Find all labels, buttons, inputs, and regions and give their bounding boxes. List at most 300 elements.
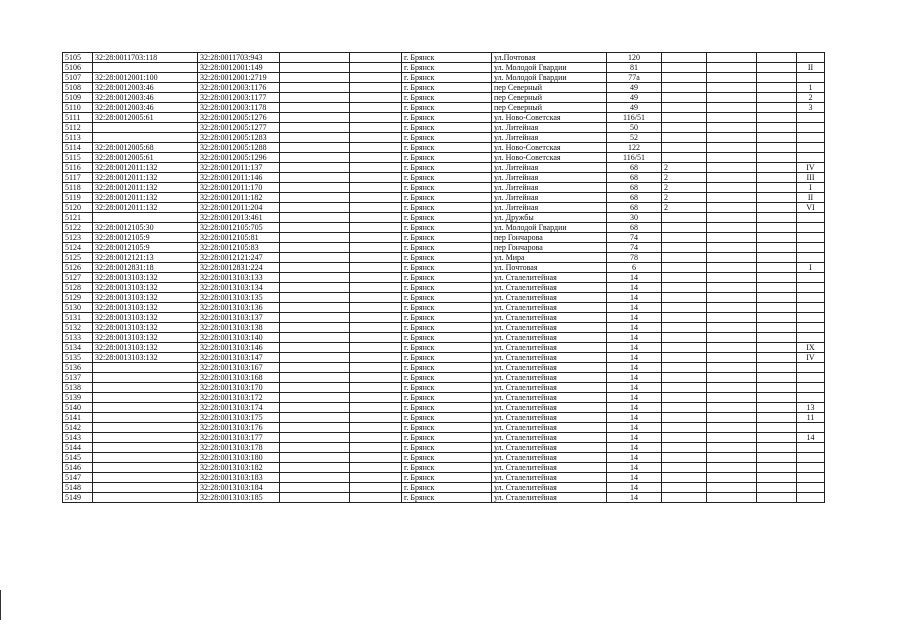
empty-cell (757, 253, 797, 263)
premises-number: I (797, 263, 825, 273)
street: ул. Сталелитейная (492, 283, 607, 293)
empty-cell (280, 253, 350, 263)
empty-cell (350, 413, 402, 423)
house-number: 14 (607, 343, 662, 353)
table-row (63, 233, 825, 243)
land-cadastral-number: 32:28:0012005:61 (93, 153, 198, 163)
empty-cell (350, 363, 402, 373)
empty-cell (707, 163, 757, 173)
object-cadastral-number: 32:28:0013103:133 (198, 273, 280, 283)
building-number (662, 493, 707, 503)
empty-cell (757, 283, 797, 293)
land-cadastral-number: 32:28:0012011:132 (93, 173, 198, 183)
empty-cell (280, 83, 350, 93)
empty-cell (757, 133, 797, 143)
premises-number (797, 223, 825, 233)
empty-cell (707, 123, 757, 133)
empty-cell (350, 53, 402, 63)
land-cadastral-number: 32:28:0012011:132 (93, 193, 198, 203)
house-number: 14 (607, 353, 662, 363)
empty-cell (707, 333, 757, 343)
premises-number (797, 53, 825, 63)
land-cadastral-number (93, 393, 198, 403)
table-row (63, 323, 825, 333)
premises-number: 11 (797, 413, 825, 423)
house-number: 14 (607, 453, 662, 463)
house-number: 14 (607, 463, 662, 473)
building-number (662, 243, 707, 253)
city: г. Брянск (402, 393, 492, 403)
record-number: 5149 (63, 493, 93, 503)
empty-cell (707, 443, 757, 453)
object-cadastral-number: 32:28:0012011:182 (198, 193, 280, 203)
empty-cell (707, 273, 757, 283)
empty-cell (757, 493, 797, 503)
empty-cell (707, 153, 757, 163)
record-number: 5116 (63, 163, 93, 173)
premises-number (797, 123, 825, 133)
empty-cell (707, 103, 757, 113)
empty-cell (757, 93, 797, 103)
land-cadastral-number: 32:28:0013103:132 (93, 303, 198, 313)
object-cadastral-number: 32:28:0013103:183 (198, 473, 280, 483)
record-number: 5120 (63, 203, 93, 213)
street: ул. Ново-Советская (492, 113, 607, 123)
premises-number (797, 473, 825, 483)
empty-cell (757, 233, 797, 243)
table-row (63, 493, 825, 503)
land-cadastral-number: 32:28:0012005:61 (93, 113, 198, 123)
empty-cell (350, 373, 402, 383)
premises-number (797, 153, 825, 163)
empty-cell (707, 363, 757, 373)
street: ул. Ново-Советская (492, 153, 607, 163)
empty-cell (757, 313, 797, 323)
object-cadastral-number: 32:28:0012011:146 (198, 173, 280, 183)
street: ул. Литейная (492, 123, 607, 133)
city: г. Брянск (402, 183, 492, 193)
table-row (63, 313, 825, 323)
empty-cell (280, 363, 350, 373)
object-cadastral-number: 32:28:0013103:176 (198, 423, 280, 433)
object-cadastral-number: 32:28:0012005:1288 (198, 143, 280, 153)
building-number (662, 383, 707, 393)
building-number (662, 83, 707, 93)
street: ул. Сталелитейная (492, 483, 607, 493)
building-number (662, 433, 707, 443)
house-number: 14 (607, 373, 662, 383)
street: ул. Литейная (492, 203, 607, 213)
premises-number: 13 (797, 403, 825, 413)
empty-cell (280, 403, 350, 413)
record-number: 5132 (63, 323, 93, 333)
city: г. Брянск (402, 143, 492, 153)
street: ул. Сталелитейная (492, 323, 607, 333)
table-row (63, 433, 825, 443)
empty-cell (707, 343, 757, 353)
table-row (63, 73, 825, 83)
street: ул. Сталелитейная (492, 393, 607, 403)
empty-cell (280, 413, 350, 423)
land-cadastral-number: 32:28:0013103:132 (93, 273, 198, 283)
empty-cell (350, 263, 402, 273)
house-number: 116/51 (607, 113, 662, 123)
premises-number (797, 323, 825, 333)
empty-cell (280, 273, 350, 283)
empty-cell (757, 273, 797, 283)
house-number: 68 (607, 163, 662, 173)
object-cadastral-number: 32:28:0013103:167 (198, 363, 280, 373)
table-row (63, 413, 825, 423)
street: ул. Молодой Гвардии (492, 63, 607, 73)
building-number (662, 53, 707, 63)
land-cadastral-number: 32:28:0012105:9 (93, 243, 198, 253)
empty-cell (757, 183, 797, 193)
street: ул. Сталелитейная (492, 473, 607, 483)
object-cadastral-number: 32:28:0012003:1178 (198, 103, 280, 113)
empty-cell (280, 53, 350, 63)
premises-number (797, 443, 825, 453)
object-cadastral-number: 32:28:0013103:177 (198, 433, 280, 443)
empty-cell (757, 453, 797, 463)
house-number: 74 (607, 233, 662, 243)
street: ул. Литейная (492, 183, 607, 193)
street: ул. Сталелитейная (492, 273, 607, 283)
table-row (63, 243, 825, 253)
land-cadastral-number: 32:28:0012011:132 (93, 203, 198, 213)
house-number: 14 (607, 473, 662, 483)
land-cadastral-number: 32:28:0012011:132 (93, 183, 198, 193)
empty-cell (350, 173, 402, 183)
empty-cell (280, 173, 350, 183)
empty-cell (707, 453, 757, 463)
street: ул. Сталелитейная (492, 363, 607, 373)
street: ул. Литейная (492, 193, 607, 203)
object-cadastral-number: 32:28:0013103:136 (198, 303, 280, 313)
building-number (662, 463, 707, 473)
land-cadastral-number: 32:28:0012011:132 (93, 163, 198, 173)
city: г. Брянск (402, 343, 492, 353)
table-row (63, 133, 825, 143)
empty-cell (280, 73, 350, 83)
street: ул. Литейная (492, 173, 607, 183)
object-cadastral-number: 32:28:0013103:138 (198, 323, 280, 333)
table-row (63, 293, 825, 303)
property-registry-table (62, 52, 825, 503)
house-number: 14 (607, 333, 662, 343)
empty-cell (350, 143, 402, 153)
empty-cell (280, 433, 350, 443)
premises-number: 3 (797, 103, 825, 113)
empty-cell (707, 373, 757, 383)
object-cadastral-number: 32:28:0012013:461 (198, 213, 280, 223)
land-cadastral-number: 32:28:0013103:132 (93, 293, 198, 303)
empty-cell (350, 383, 402, 393)
table-row (63, 223, 825, 233)
table-body (63, 53, 825, 503)
house-number: 120 (607, 53, 662, 63)
city: г. Брянск (402, 363, 492, 373)
object-cadastral-number: 32:28:0013103:185 (198, 493, 280, 503)
object-cadastral-number: 32:28:0012005:1296 (198, 153, 280, 163)
empty-cell (707, 383, 757, 393)
record-number: 5125 (63, 253, 93, 263)
empty-cell (757, 173, 797, 183)
building-number (662, 113, 707, 123)
street: ул. Сталелитейная (492, 343, 607, 353)
city: г. Брянск (402, 213, 492, 223)
empty-cell (350, 133, 402, 143)
record-number: 5111 (63, 113, 93, 123)
table-row (63, 143, 825, 153)
object-cadastral-number: 32:28:0012011:137 (198, 163, 280, 173)
empty-cell (757, 413, 797, 423)
empty-cell (757, 373, 797, 383)
building-number (662, 133, 707, 143)
record-number: 5126 (63, 263, 93, 273)
land-cadastral-number (93, 473, 198, 483)
table-row (63, 103, 825, 113)
object-cadastral-number: 32:28:0012005:1283 (198, 133, 280, 143)
record-number: 5115 (63, 153, 93, 163)
empty-cell (350, 493, 402, 503)
table-row (63, 123, 825, 133)
city: г. Брянск (402, 63, 492, 73)
street: пер Северный (492, 83, 607, 93)
record-number: 5118 (63, 183, 93, 193)
record-number: 5146 (63, 463, 93, 473)
object-cadastral-number: 32:28:0013103:170 (198, 383, 280, 393)
house-number: 49 (607, 93, 662, 103)
empty-cell (350, 153, 402, 163)
record-number: 5124 (63, 243, 93, 253)
street: ул. Мира (492, 253, 607, 263)
city: г. Брянск (402, 83, 492, 93)
record-number: 5119 (63, 193, 93, 203)
premises-number (797, 213, 825, 223)
building-number (662, 73, 707, 83)
record-number: 5108 (63, 83, 93, 93)
empty-cell (707, 403, 757, 413)
city: г. Брянск (402, 323, 492, 333)
premises-number (797, 113, 825, 123)
table-row (63, 453, 825, 463)
land-cadastral-number (93, 433, 198, 443)
house-number: 14 (607, 283, 662, 293)
house-number: 14 (607, 363, 662, 373)
empty-cell (280, 383, 350, 393)
table-row (63, 363, 825, 373)
empty-cell (350, 333, 402, 343)
house-number: 68 (607, 183, 662, 193)
house-number: 68 (607, 203, 662, 213)
premises-number (797, 483, 825, 493)
empty-cell (350, 103, 402, 113)
record-number: 5127 (63, 273, 93, 283)
city: г. Брянск (402, 113, 492, 123)
city: г. Брянск (402, 243, 492, 253)
record-number: 5138 (63, 383, 93, 393)
empty-cell (280, 323, 350, 333)
object-cadastral-number: 32:28:0013103:168 (198, 373, 280, 383)
land-cadastral-number: 32:28:0012005:68 (93, 143, 198, 153)
premises-number (797, 313, 825, 323)
street: ул. Сталелитейная (492, 433, 607, 443)
empty-cell (350, 83, 402, 93)
street: ул. Сталелитейная (492, 423, 607, 433)
record-number: 5109 (63, 93, 93, 103)
record-number: 5112 (63, 123, 93, 133)
table-row (63, 353, 825, 363)
building-number (662, 353, 707, 363)
empty-cell (280, 463, 350, 473)
house-number: 30 (607, 213, 662, 223)
land-cadastral-number (93, 413, 198, 423)
empty-cell (707, 393, 757, 403)
record-number: 5136 (63, 363, 93, 373)
building-number: 2 (662, 163, 707, 173)
empty-cell (280, 163, 350, 173)
premises-number (797, 373, 825, 383)
land-cadastral-number (93, 493, 198, 503)
record-number: 5123 (63, 233, 93, 243)
street: ул. Сталелитейная (492, 333, 607, 343)
record-number: 5121 (63, 213, 93, 223)
empty-cell (350, 293, 402, 303)
record-number: 5113 (63, 133, 93, 143)
record-number: 5141 (63, 413, 93, 423)
city: г. Брянск (402, 373, 492, 383)
house-number: 122 (607, 143, 662, 153)
empty-cell (757, 403, 797, 413)
land-cadastral-number: 32:28:0013103:132 (93, 353, 198, 363)
empty-cell (350, 253, 402, 263)
empty-cell (757, 483, 797, 493)
object-cadastral-number: 32:28:0011703:943 (198, 53, 280, 63)
house-number: 14 (607, 313, 662, 323)
table-row (63, 113, 825, 123)
house-number: 68 (607, 173, 662, 183)
empty-cell (757, 163, 797, 173)
table-row (63, 333, 825, 343)
building-number (662, 473, 707, 483)
record-number: 5110 (63, 103, 93, 113)
house-number: 116/51 (607, 153, 662, 163)
city: г. Брянск (402, 483, 492, 493)
empty-cell (350, 123, 402, 133)
object-cadastral-number: 32:28:0013103:140 (198, 333, 280, 343)
empty-cell (707, 53, 757, 63)
city: г. Брянск (402, 253, 492, 263)
empty-cell (350, 443, 402, 453)
city: г. Брянск (402, 203, 492, 213)
table-row (63, 213, 825, 223)
empty-cell (757, 303, 797, 313)
record-number: 5145 (63, 453, 93, 463)
object-cadastral-number: 32:28:0012001:149 (198, 63, 280, 73)
building-number (662, 363, 707, 373)
building-number (662, 63, 707, 73)
building-number (662, 333, 707, 343)
city: г. Брянск (402, 463, 492, 473)
empty-cell (707, 433, 757, 443)
object-cadastral-number: 32:28:0013103:175 (198, 413, 280, 423)
empty-cell (707, 143, 757, 153)
object-cadastral-number: 32:28:0012001:2719 (198, 73, 280, 83)
building-number (662, 313, 707, 323)
table-row (63, 183, 825, 193)
street: ул.Почтовая (492, 53, 607, 63)
table-row (63, 203, 825, 213)
premises-number: II (797, 63, 825, 73)
house-number: 81 (607, 63, 662, 73)
city: г. Брянск (402, 293, 492, 303)
object-cadastral-number: 32:28:0012003:1177 (198, 93, 280, 103)
land-cadastral-number (93, 483, 198, 493)
object-cadastral-number: 32:28:0013103:184 (198, 483, 280, 493)
empty-cell (350, 273, 402, 283)
land-cadastral-number (93, 383, 198, 393)
city: г. Брянск (402, 93, 492, 103)
empty-cell (280, 263, 350, 273)
house-number: 14 (607, 483, 662, 493)
street: ул. Дружбы (492, 213, 607, 223)
empty-cell (350, 353, 402, 363)
street: ул. Сталелитейная (492, 493, 607, 503)
empty-cell (280, 393, 350, 403)
street: ул. Сталелитейная (492, 463, 607, 473)
empty-cell (350, 193, 402, 203)
empty-cell (350, 183, 402, 193)
premises-number (797, 333, 825, 343)
building-number (662, 223, 707, 233)
empty-cell (350, 213, 402, 223)
empty-cell (280, 283, 350, 293)
empty-cell (757, 153, 797, 163)
empty-cell (350, 393, 402, 403)
building-number (662, 453, 707, 463)
empty-cell (280, 293, 350, 303)
empty-cell (707, 213, 757, 223)
land-cadastral-number: 32:28:0011703:118 (93, 53, 198, 63)
building-number (662, 423, 707, 433)
record-number: 5143 (63, 433, 93, 443)
empty-cell (757, 53, 797, 63)
street: ул. Сталелитейная (492, 373, 607, 383)
record-number: 5130 (63, 303, 93, 313)
empty-cell (707, 133, 757, 143)
record-number: 5122 (63, 223, 93, 233)
city: г. Брянск (402, 493, 492, 503)
premises-number (797, 253, 825, 263)
empty-cell (280, 233, 350, 243)
empty-cell (757, 213, 797, 223)
building-number (662, 483, 707, 493)
land-cadastral-number (93, 443, 198, 453)
house-number: 74 (607, 243, 662, 253)
street: пер Северный (492, 93, 607, 103)
empty-cell (757, 103, 797, 113)
empty-cell (350, 93, 402, 103)
object-cadastral-number: 32:28:0013103:180 (198, 453, 280, 463)
empty-cell (707, 93, 757, 103)
table-row (63, 63, 825, 73)
empty-cell (280, 223, 350, 233)
city: г. Брянск (402, 273, 492, 283)
land-cadastral-number: 32:28:0012105:9 (93, 233, 198, 243)
empty-cell (707, 253, 757, 263)
house-number: 14 (607, 303, 662, 313)
